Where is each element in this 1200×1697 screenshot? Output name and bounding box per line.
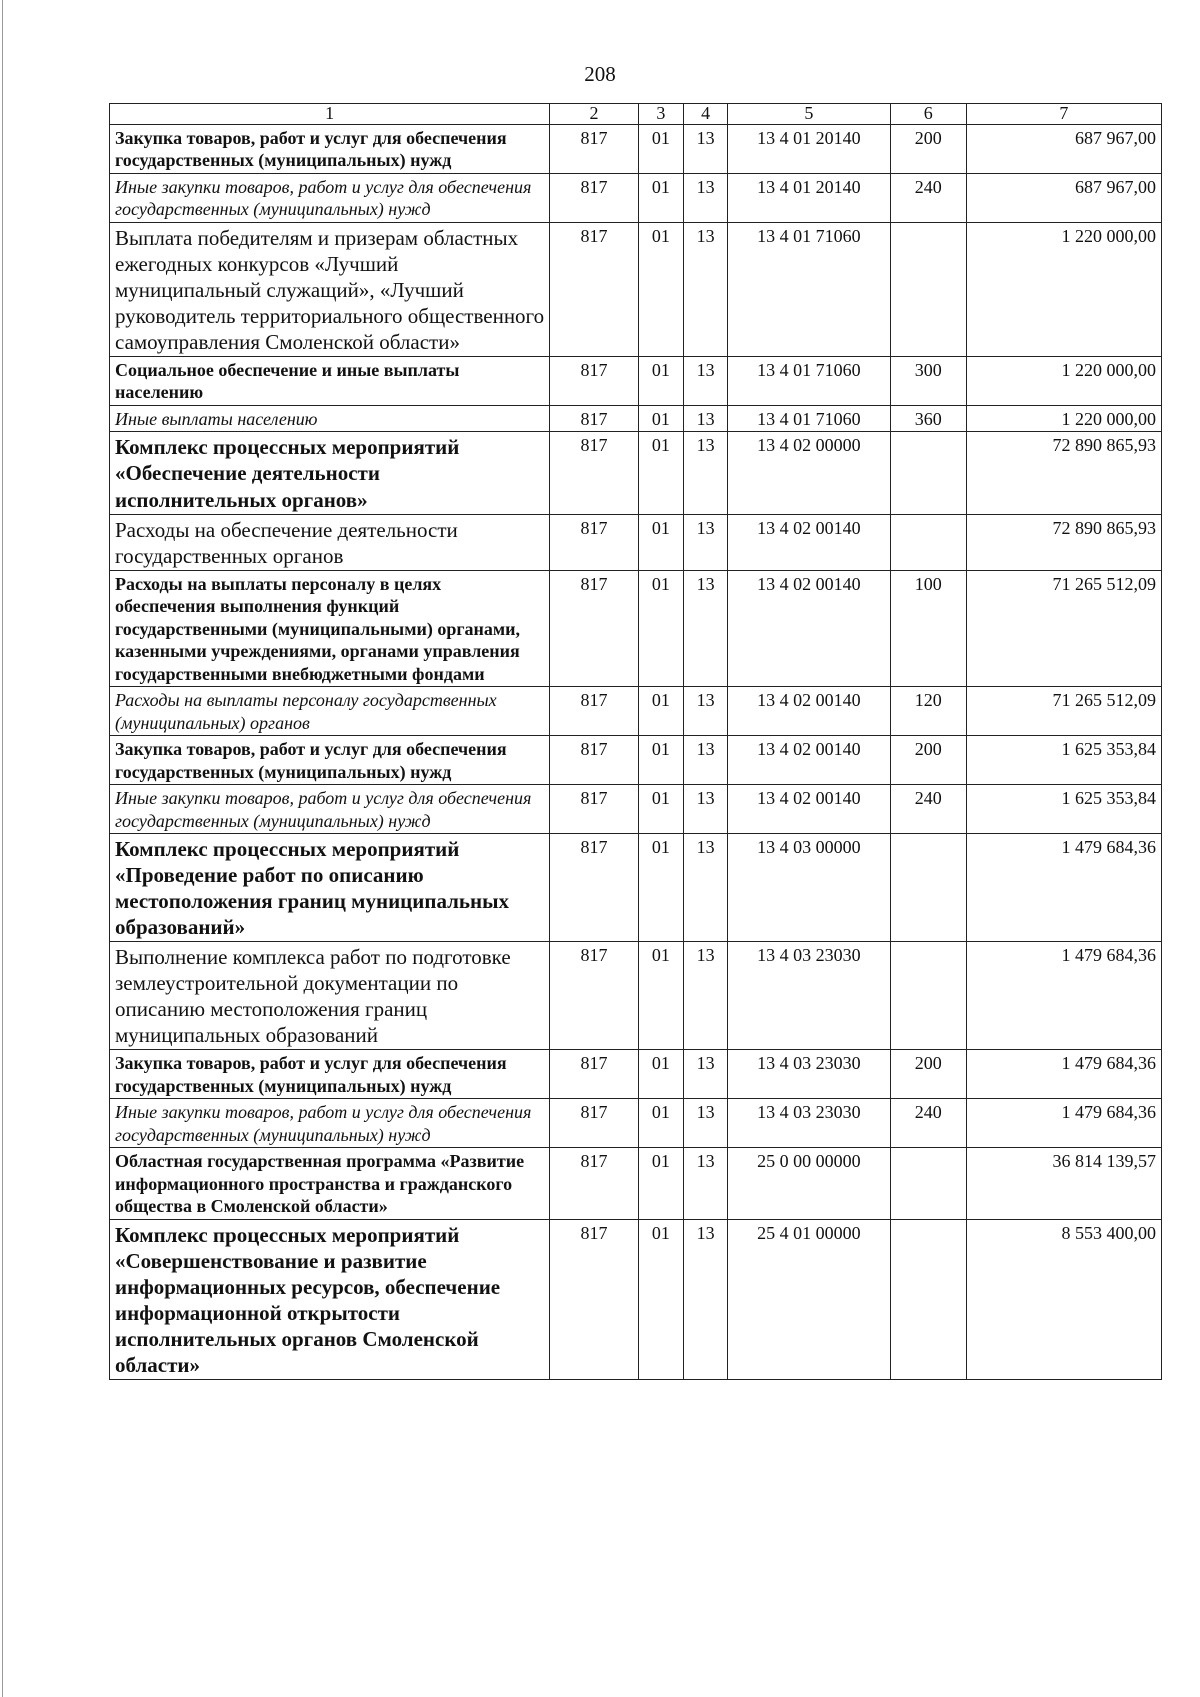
- cell-col3: 01: [638, 432, 684, 514]
- cell-amount: 1 479 684,36: [966, 1050, 1161, 1099]
- row-name-cell: Областная государственная программа «Развитие информационного пространства и гражданского общества в Смоленской области»: [110, 1148, 550, 1220]
- row-name-cell: Социальное обеспечение и иные выплаты населению: [110, 356, 550, 405]
- cell-col4: 13: [684, 687, 728, 736]
- table-row: [110, 432, 1162, 514]
- header-cell: 7: [966, 104, 1161, 125]
- row-name-cell: Выполнение комплекса работ по подготовке землеустроительной документации по описанию местоположения границ муниципальных образований: [110, 942, 550, 1050]
- cell-col2: 817: [550, 736, 638, 785]
- cell-col2: 817: [550, 785, 638, 834]
- cell-col6: [890, 1148, 966, 1220]
- cell-col5: 25 0 00 00000: [727, 1148, 890, 1220]
- cell-col4: 13: [684, 1219, 728, 1379]
- cell-amount: 687 967,00: [966, 124, 1161, 173]
- row-name-cell: Закупка товаров, работ и услуг для обеспечения государственных (муниципальных) нужд: [110, 736, 550, 785]
- cell-col4: 13: [684, 124, 728, 173]
- cell-col6: [890, 514, 966, 570]
- cell-amount: 71 265 512,09: [966, 570, 1161, 687]
- cell-amount: 1 479 684,36: [966, 942, 1161, 1050]
- row-name-cell: Расходы на выплаты персоналу государственных (муниципальных) органов: [110, 687, 550, 736]
- row-name-cell: Комплекс процессных мероприятий «Проведение работ по описанию местоположения границ муниципальных образований»: [110, 834, 550, 942]
- table-row: [110, 834, 1162, 942]
- cell-amount: 687 967,00: [966, 173, 1161, 222]
- row-name-cell: Комплекс процессных мероприятий «Обеспечение деятельности исполнительных органов»: [110, 432, 550, 514]
- cell-col4: 13: [684, 405, 728, 432]
- cell-col6: 240: [890, 1099, 966, 1148]
- row-name-cell: Иные выплаты населению: [110, 405, 550, 432]
- cell-col3: 01: [638, 1050, 684, 1099]
- cell-col6: 200: [890, 124, 966, 173]
- cell-col2: 817: [550, 514, 638, 570]
- cell-col5: 13 4 01 20140: [727, 173, 890, 222]
- cell-col6: [890, 432, 966, 514]
- cell-col2: 817: [550, 1050, 638, 1099]
- table-row: [110, 942, 1162, 1050]
- cell-amount: 71 265 512,09: [966, 687, 1161, 736]
- cell-col2: 817: [550, 1148, 638, 1220]
- cell-col4: 13: [684, 222, 728, 356]
- cell-col5: 25 4 01 00000: [727, 1219, 890, 1379]
- row-name-cell: Выплата победителям и призерам областных ежегодных конкурсов «Лучший муниципальный служащий», «Лучший руководитель территориального общественного самоуправления Смоленской области»: [110, 222, 550, 356]
- cell-col2: 817: [550, 834, 638, 942]
- table-row: [110, 405, 1162, 432]
- cell-amount: 1 479 684,36: [966, 834, 1161, 942]
- cell-col3: 01: [638, 405, 684, 432]
- header-cell: 1: [110, 104, 550, 125]
- row-name-cell: Комплекс процессных мероприятий «Совершенствование и развитие информационных ресурсов, обеспечение информационной открытости исполнительных органов Смоленской области»: [110, 1219, 550, 1379]
- table-row: [110, 785, 1162, 834]
- cell-col4: 13: [684, 356, 728, 405]
- cell-amount: 1 220 000,00: [966, 222, 1161, 356]
- table-row: [110, 173, 1162, 222]
- cell-col5: 13 4 02 00140: [727, 736, 890, 785]
- table-row: [110, 1050, 1162, 1099]
- cell-col3: 01: [638, 785, 684, 834]
- cell-col3: 01: [638, 222, 684, 356]
- row-name-cell: Иные закупки товаров, работ и услуг для обеспечения государственных (муниципальных) нужд: [110, 173, 550, 222]
- cell-amount: 1 479 684,36: [966, 1099, 1161, 1148]
- cell-col5: 13 4 01 71060: [727, 222, 890, 356]
- cell-col6: [890, 942, 966, 1050]
- cell-col6: 200: [890, 1050, 966, 1099]
- budget-table: [109, 103, 1162, 1380]
- cell-col2: 817: [550, 942, 638, 1050]
- cell-col4: 13: [684, 173, 728, 222]
- row-name-cell: Иные закупки товаров, работ и услуг для обеспечения государственных (муниципальных) нужд: [110, 1099, 550, 1148]
- cell-amount: 72 890 865,93: [966, 432, 1161, 514]
- cell-col3: 01: [638, 514, 684, 570]
- table-row: [110, 222, 1162, 356]
- cell-col2: 817: [550, 687, 638, 736]
- cell-col3: 01: [638, 1099, 684, 1148]
- cell-col3: 01: [638, 570, 684, 687]
- cell-col6: [890, 222, 966, 356]
- table-row: [110, 356, 1162, 405]
- cell-col2: 817: [550, 356, 638, 405]
- cell-col2: 817: [550, 570, 638, 687]
- row-name-cell: Закупка товаров, работ и услуг для обеспечения государственных (муниципальных) нужд: [110, 124, 550, 173]
- cell-col6: 200: [890, 736, 966, 785]
- cell-col6: 300: [890, 356, 966, 405]
- cell-amount: 1 625 353,84: [966, 736, 1161, 785]
- row-name-cell: Расходы на выплаты персоналу в целях обеспечения выполнения функций государственными (муниципальными) органами, казенными учреждениями, органами управления государственными внебюджетными фондами: [110, 570, 550, 687]
- cell-col5: 13 4 03 23030: [727, 1099, 890, 1148]
- scan-edge-line: [2, 0, 3, 1697]
- cell-col2: 817: [550, 405, 638, 432]
- header-cell: 5: [727, 104, 890, 125]
- cell-col6: 120: [890, 687, 966, 736]
- header-cell: 4: [684, 104, 728, 125]
- cell-col4: 13: [684, 432, 728, 514]
- cell-col5: 13 4 01 71060: [727, 356, 890, 405]
- table-row: [110, 736, 1162, 785]
- cell-amount: 1 220 000,00: [966, 356, 1161, 405]
- cell-col4: 13: [684, 570, 728, 687]
- row-name-cell: Закупка товаров, работ и услуг для обеспечения государственных (муниципальных) нужд: [110, 1050, 550, 1099]
- table-row: [110, 1219, 1162, 1379]
- cell-col6: 100: [890, 570, 966, 687]
- cell-col5: 13 4 03 23030: [727, 942, 890, 1050]
- cell-col4: 13: [684, 1050, 728, 1099]
- cell-col3: 01: [638, 1148, 684, 1220]
- cell-col2: 817: [550, 1099, 638, 1148]
- row-name-cell: Иные закупки товаров, работ и услуг для обеспечения государственных (муниципальных) нужд: [110, 785, 550, 834]
- table-header-row: [110, 104, 1162, 125]
- cell-col6: [890, 1219, 966, 1379]
- cell-col4: 13: [684, 736, 728, 785]
- cell-amount: 36 814 139,57: [966, 1148, 1161, 1220]
- cell-col3: 01: [638, 942, 684, 1050]
- cell-col2: 817: [550, 432, 638, 514]
- table-row: [110, 124, 1162, 173]
- cell-col6: 240: [890, 173, 966, 222]
- cell-col3: 01: [638, 124, 684, 173]
- cell-col3: 01: [638, 687, 684, 736]
- cell-col5: 13 4 02 00000: [727, 432, 890, 514]
- cell-col4: 13: [684, 785, 728, 834]
- cell-col6: 240: [890, 785, 966, 834]
- cell-col2: 817: [550, 173, 638, 222]
- cell-amount: 72 890 865,93: [966, 514, 1161, 570]
- cell-col5: 13 4 02 00140: [727, 687, 890, 736]
- table-row: [110, 570, 1162, 687]
- cell-col4: 13: [684, 514, 728, 570]
- cell-col6: 360: [890, 405, 966, 432]
- table-row: [110, 514, 1162, 570]
- table-row: [110, 1099, 1162, 1148]
- cell-amount: 8 553 400,00: [966, 1219, 1161, 1379]
- header-cell: 2: [550, 104, 638, 125]
- cell-col5: 13 4 01 20140: [727, 124, 890, 173]
- cell-col5: 13 4 01 71060: [727, 405, 890, 432]
- cell-col3: 01: [638, 736, 684, 785]
- cell-col5: 13 4 02 00140: [727, 570, 890, 687]
- cell-col5: 13 4 03 23030: [727, 1050, 890, 1099]
- cell-col3: 01: [638, 1219, 684, 1379]
- cell-col3: 01: [638, 173, 684, 222]
- cell-amount: 1 625 353,84: [966, 785, 1161, 834]
- table-row: [110, 687, 1162, 736]
- cell-col4: 13: [684, 1099, 728, 1148]
- cell-col2: 817: [550, 124, 638, 173]
- cell-col5: 13 4 02 00140: [727, 785, 890, 834]
- row-name-cell: Расходы на обеспечение деятельности государственных органов: [110, 514, 550, 570]
- cell-col5: 13 4 02 00140: [727, 514, 890, 570]
- cell-col2: 817: [550, 1219, 638, 1379]
- cell-amount: 1 220 000,00: [966, 405, 1161, 432]
- cell-col4: 13: [684, 942, 728, 1050]
- cell-col3: 01: [638, 834, 684, 942]
- cell-col2: 817: [550, 222, 638, 356]
- cell-col3: 01: [638, 356, 684, 405]
- cell-col5: 13 4 03 00000: [727, 834, 890, 942]
- page-number: 208: [584, 62, 616, 86]
- cell-col4: 13: [684, 1148, 728, 1220]
- cell-col6: [890, 834, 966, 942]
- cell-col4: 13: [684, 834, 728, 942]
- table-row: [110, 1148, 1162, 1220]
- header-cell: 3: [638, 104, 684, 125]
- header-cell: 6: [890, 104, 966, 125]
